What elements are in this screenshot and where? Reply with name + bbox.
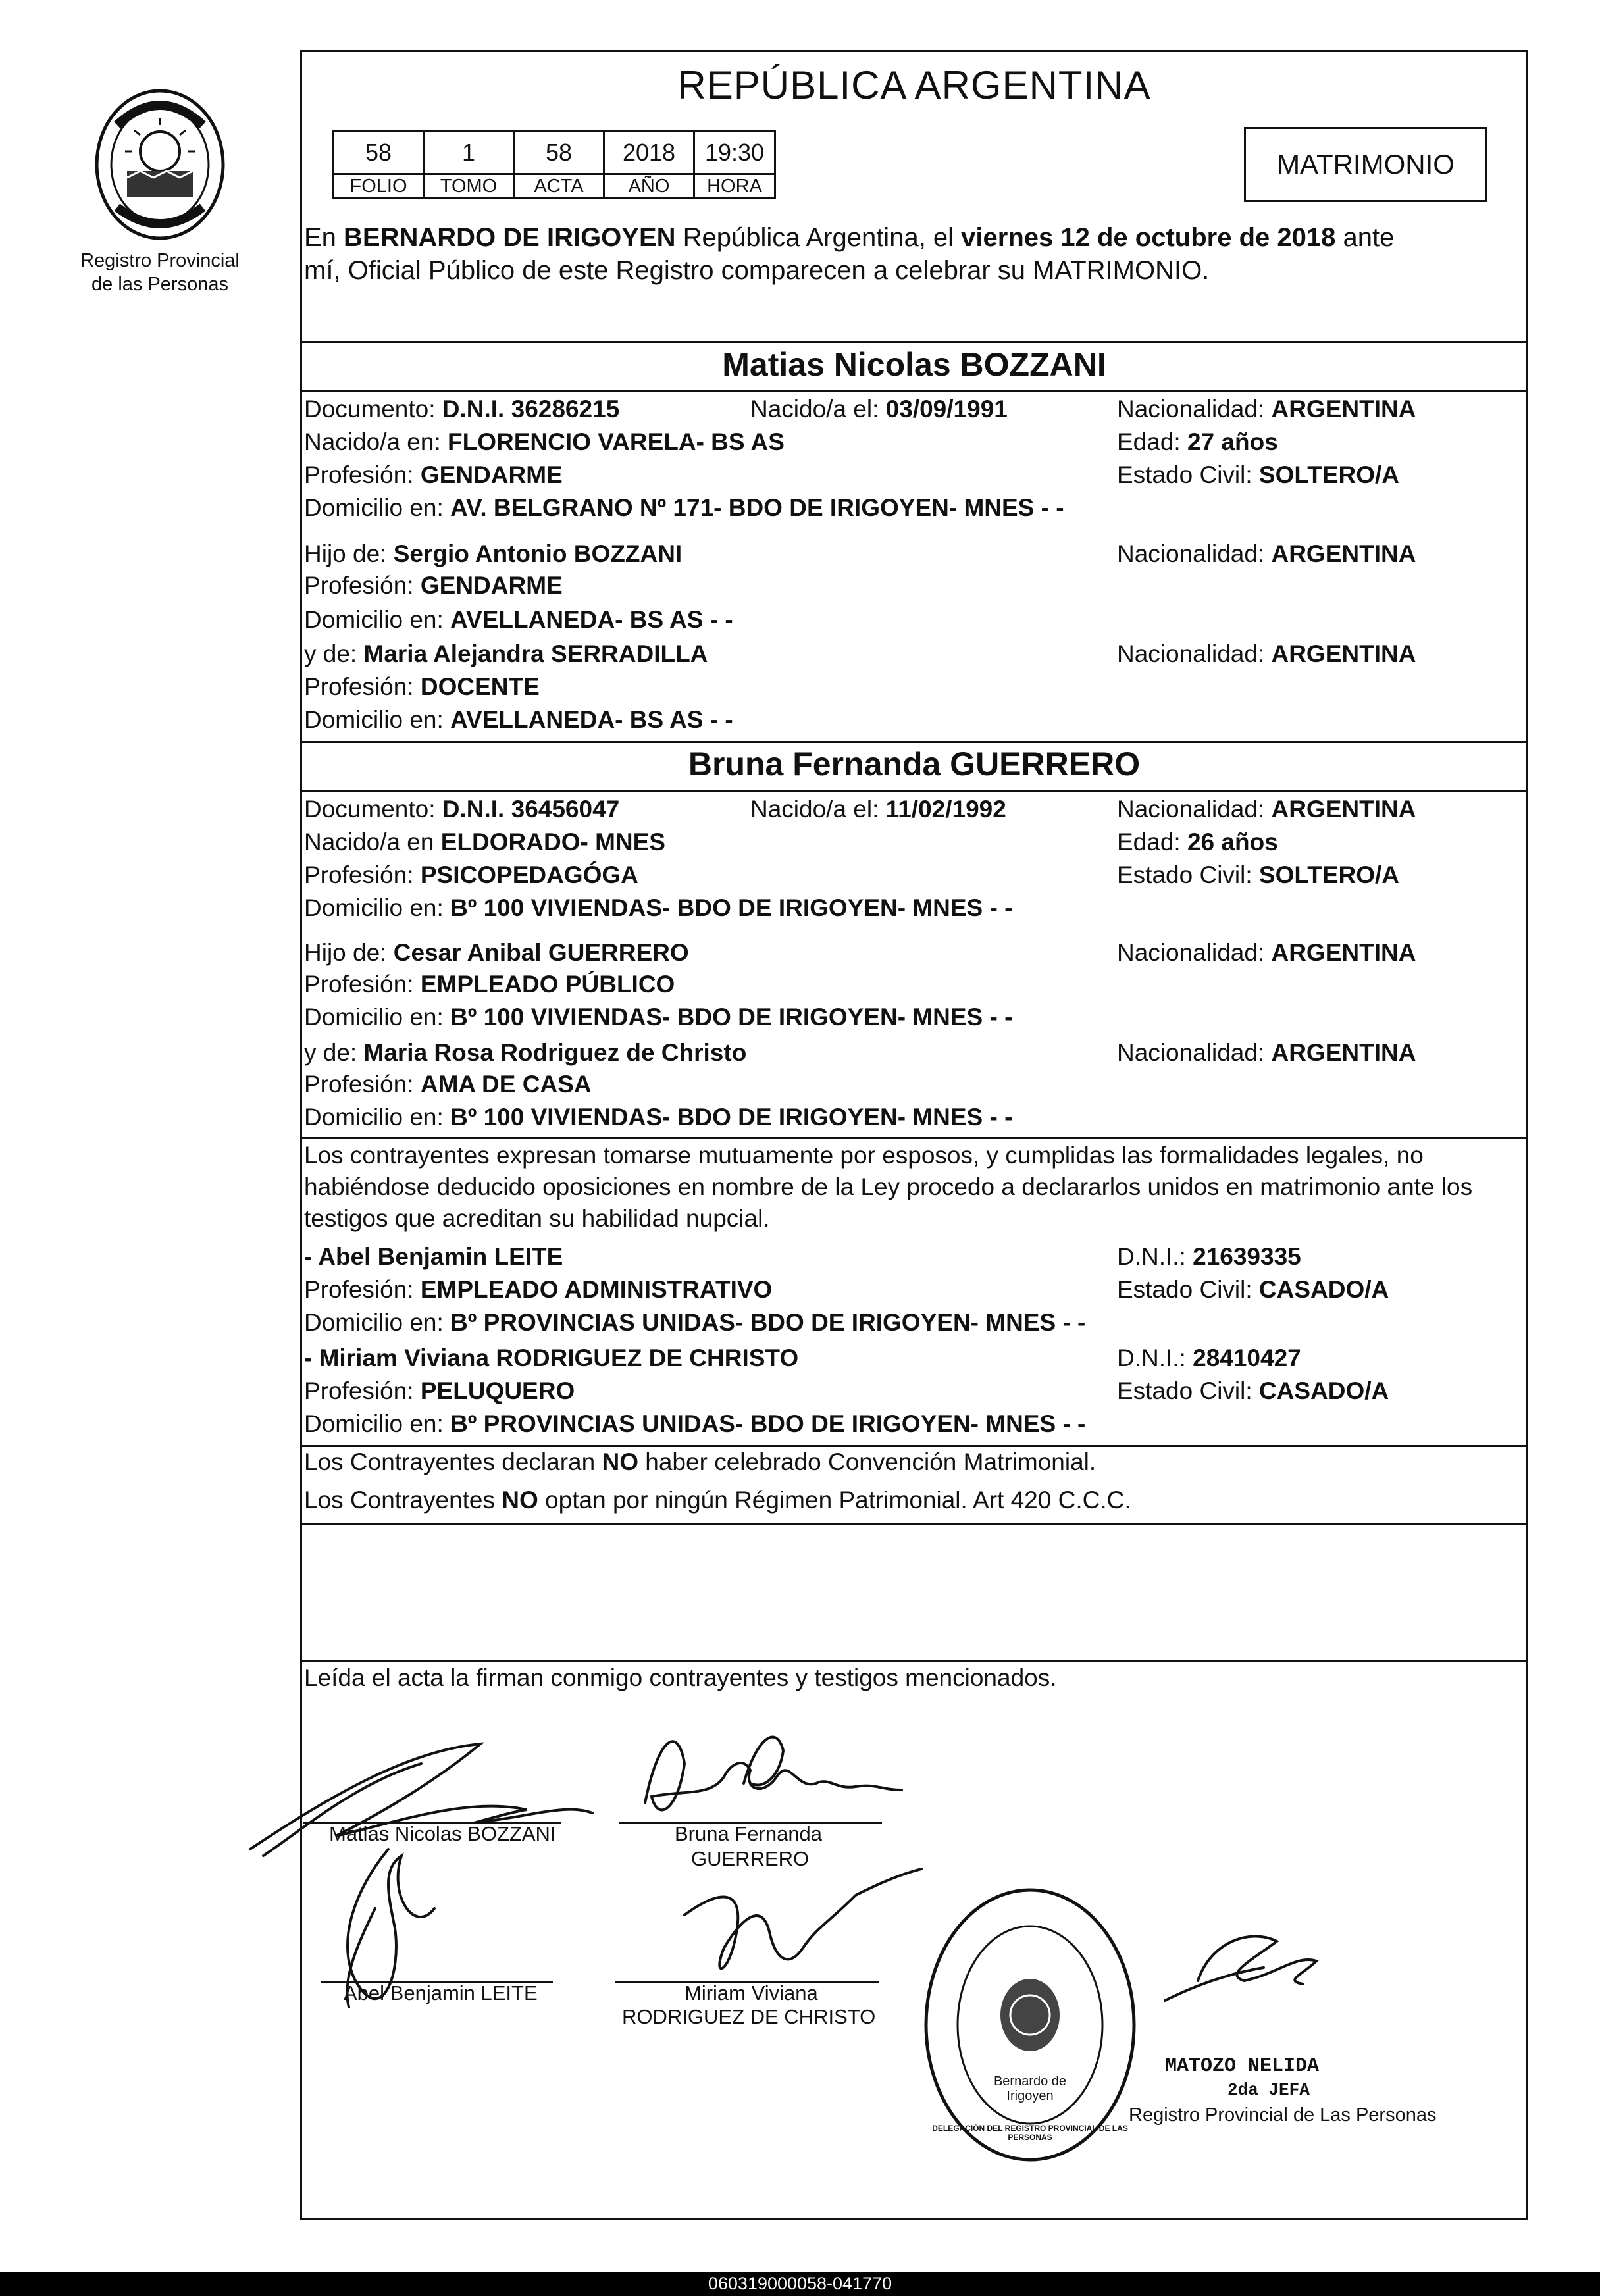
value: Bº PROVINCIAS UNIDAS- BDO DE IRIGOYEN- MNES - - xyxy=(450,1410,1086,1437)
witness2-dni xyxy=(1117,1342,1301,1374)
value: 26 años xyxy=(1187,829,1278,855)
text: Los Contrayentes xyxy=(304,1487,502,1514)
value: 21639335 xyxy=(1193,1243,1301,1270)
declaration-text: Los contrayentes expresan tomarse mutuamente por esposos, y cumplidas las formalidades legales, no habiéndose deducido oposiciones en nombre de la Ley procedo a declararlos unidos en matrimonio ante los testigos que acreditan su habilidad nupcial. xyxy=(304,1142,1473,1232)
handwritten-signatures xyxy=(224,1698,1343,2093)
closing-text: Leída el acta la firman conmigo contrayentes y testigos mencionados. xyxy=(304,1664,1057,1691)
label: Nacido/a el: xyxy=(750,395,886,422)
value: FLORENCIO VARELA- BS AS xyxy=(448,428,785,455)
intro-line-2: mí, Oficial Público de este Registro comparecen a celebrar su MATRIMONIO. xyxy=(304,256,1210,285)
stamp-inner-text: Bernardo de Irigoyen xyxy=(993,2074,1067,2103)
label: Nacionalidad: xyxy=(1117,395,1272,422)
label: D.N.I.: xyxy=(1117,1243,1193,1270)
value: 11/02/1992 xyxy=(885,796,1006,823)
label: Domicilio en: xyxy=(304,1309,451,1336)
label: Domicilio en: xyxy=(304,894,451,921)
witness1-civil-status xyxy=(1117,1274,1389,1306)
signature-spouse1-stroke xyxy=(263,1764,421,1856)
spouse1-civil-status xyxy=(1117,459,1399,491)
spouse2-father-nationality xyxy=(1117,937,1416,969)
value: Sergio Antonio BOZZANI xyxy=(393,540,683,567)
value: Bº 100 VIVIENDAS- BDO DE IRIGOYEN- MNES - - xyxy=(450,1104,1013,1131)
text: NO xyxy=(602,1448,638,1475)
folio-label: FOLIO xyxy=(334,174,424,199)
value: ARGENTINA xyxy=(1271,395,1416,422)
registry-caption-line2: de las Personas xyxy=(91,274,228,295)
value: GENDARME xyxy=(420,572,563,599)
label: Nacionalidad: xyxy=(1117,540,1272,567)
spouse2-address xyxy=(304,892,1012,924)
label: Domicilio en: xyxy=(304,1104,451,1131)
signature-label-witness2-b: RODRIGUEZ DE CHRISTO xyxy=(622,2005,876,2028)
value: Cesar Anibal GUERRERO xyxy=(393,939,689,966)
value: Maria Alejandra SERRADILLA xyxy=(363,640,708,667)
value: ARGENTINA xyxy=(1271,796,1416,823)
record-table xyxy=(332,130,776,199)
text: Los Contrayentes declaran xyxy=(304,1448,602,1475)
value: EMPLEADO ADMINISTRATIVO xyxy=(420,1276,773,1303)
value: D.N.I. 36286215 xyxy=(442,395,620,422)
tomo-label: TOMO xyxy=(424,174,514,199)
value: AV. BELGRANO Nº 171- BDO DE IRIGOYEN- MNES - - xyxy=(450,494,1064,521)
registry-logo xyxy=(91,79,229,243)
text: haber celebrado Convención Matrimonial. xyxy=(638,1448,1097,1475)
text: optan por ningún Régimen Patrimonial. Art 420 C.C.C. xyxy=(538,1487,1131,1514)
official-role: 2da JEFA xyxy=(1227,2080,1310,2100)
label: Profesión: xyxy=(304,461,421,488)
label: Domicilio en: xyxy=(304,1004,451,1031)
label: Estado Civil: xyxy=(1117,1377,1259,1404)
label: y de: xyxy=(304,1039,364,1066)
folio-value: 58 xyxy=(334,132,424,174)
spouse1-father-nationality xyxy=(1117,538,1416,570)
signature-label-spouse2-a: Bruna Fernanda xyxy=(675,1822,823,1845)
label: Profesión: xyxy=(304,673,421,700)
value: 03/09/1991 xyxy=(885,395,1008,422)
label: Estado Civil: xyxy=(1117,1276,1259,1303)
witness2-civil-status xyxy=(1117,1375,1389,1407)
anio-label: AÑO xyxy=(604,174,694,199)
divider xyxy=(300,390,1528,392)
value: EMPLEADO PÚBLICO xyxy=(420,971,675,998)
convention-line-1 xyxy=(304,1446,1096,1478)
signature-label-witness1: Abel Benjamin LEITE xyxy=(344,1981,538,2004)
misiones-seal-icon xyxy=(91,79,229,243)
label: Hijo de: xyxy=(304,540,394,567)
spouse2-birth-place xyxy=(304,827,665,858)
tomo-value: 1 xyxy=(424,132,514,174)
signature-official-stroke xyxy=(1198,1937,1316,1985)
label: Documento: xyxy=(304,796,442,823)
value: GENDARME xyxy=(420,461,563,488)
value: ELDORADO- MNES xyxy=(440,829,665,855)
signature-witness1-stroke xyxy=(348,1849,434,1999)
label: Profesión: xyxy=(304,1377,421,1404)
value: CASADO/A xyxy=(1258,1276,1389,1303)
signature-label-spouse1: Matias Nicolas BOZZANI xyxy=(329,1822,556,1845)
label: Nacionalidad: xyxy=(1117,796,1272,823)
spouse2-mother xyxy=(304,1037,746,1069)
spouse1-document xyxy=(304,394,619,425)
witness1-name: - Abel Benjamin LEITE xyxy=(304,1243,563,1270)
label: Profesión: xyxy=(304,1071,421,1098)
intro-text: ante xyxy=(1335,223,1395,252)
value: SOLTERO/A xyxy=(1258,461,1400,488)
divider xyxy=(300,1137,1528,1139)
label: Nacido/a en: xyxy=(304,428,448,455)
label: Edad: xyxy=(1117,428,1187,455)
spouse2-father-profession xyxy=(304,969,675,1000)
label: y de: xyxy=(304,640,364,667)
spouse1-father-profession xyxy=(304,570,563,601)
label: Estado Civil: xyxy=(1117,861,1259,888)
value: AMA DE CASA xyxy=(420,1071,592,1098)
signature-label-spouse2-b: GUERRERO xyxy=(691,1847,810,1870)
value: PSICOPEDAGÓGA xyxy=(420,861,638,888)
intro-text: República Argentina, el xyxy=(675,223,962,252)
official-name: MATOZO NELIDA xyxy=(1165,2055,1320,2078)
signature-spouse1-stroke xyxy=(250,1744,592,1849)
spouse2-mother-profession xyxy=(304,1069,592,1100)
spouse1-address xyxy=(304,492,1064,524)
spouse1-name: Matias Nicolas BOZZANI xyxy=(722,346,1106,383)
label: Documento: xyxy=(304,395,442,422)
witness1-profession xyxy=(304,1274,772,1306)
spouse1-mother-nationality xyxy=(1117,638,1416,670)
witness2-name: - Miriam Viviana RODRIGUEZ DE CHRISTO xyxy=(304,1344,799,1371)
label: Edad: xyxy=(1117,829,1187,855)
signature-witness2-stroke xyxy=(684,1869,921,1968)
spouse2-nationality xyxy=(1117,794,1416,825)
spouse2-father-address xyxy=(304,1002,1012,1033)
value: SOLTERO/A xyxy=(1258,861,1400,888)
spouse2-document xyxy=(304,794,619,825)
witness1-dni xyxy=(1117,1241,1301,1273)
label: D.N.I.: xyxy=(1117,1344,1193,1371)
registry-caption-line1: Registro Provincial xyxy=(80,250,240,271)
intro-place: BERNARDO DE IRIGOYEN xyxy=(344,223,676,252)
label: Domicilio en: xyxy=(304,494,451,521)
hora-value: 19:30 xyxy=(694,132,775,174)
spouse2-age xyxy=(1117,827,1278,858)
witness1-address xyxy=(304,1307,1085,1339)
spouse1-age xyxy=(1117,426,1278,458)
value: ARGENTINA xyxy=(1271,540,1416,567)
spouse1-mother-address xyxy=(304,704,733,736)
label: Nacionalidad: xyxy=(1117,1039,1272,1066)
signature-official-stroke xyxy=(1165,1968,1264,2001)
label: Nacido/a en xyxy=(304,829,441,855)
divider xyxy=(300,790,1528,792)
signature-label-witness2-a: Miriam Viviana xyxy=(684,1981,818,2004)
label: Profesión: xyxy=(304,971,421,998)
label: Domicilio en: xyxy=(304,706,451,733)
spouse1-mother xyxy=(304,638,708,670)
spouse2-mother-nationality xyxy=(1117,1037,1416,1069)
value: Bº PROVINCIAS UNIDAS- BDO DE IRIGOYEN- MNES - - xyxy=(450,1309,1086,1336)
acta-value: 58 xyxy=(514,132,604,174)
spouse2-civil-status xyxy=(1117,859,1399,891)
intro-date: viernes 12 de octubre de 2018 xyxy=(961,223,1336,252)
value: Bº 100 VIVIENDAS- BDO DE IRIGOYEN- MNES - - xyxy=(450,1004,1013,1031)
certificate-type-box: MATRIMONIO xyxy=(1244,127,1487,202)
label: Nacionalidad: xyxy=(1117,640,1272,667)
spouse1-father xyxy=(304,538,682,570)
acta-label: ACTA xyxy=(514,174,604,199)
value: 27 años xyxy=(1187,428,1278,455)
value: CASADO/A xyxy=(1258,1377,1389,1404)
value: AVELLANEDA- BS AS - - xyxy=(450,606,733,633)
label: Profesión: xyxy=(304,1276,421,1303)
spouse1-father-address xyxy=(304,604,733,636)
value: 28410427 xyxy=(1193,1344,1301,1371)
official-stamp xyxy=(921,1883,1139,2166)
label: Profesión: xyxy=(304,861,421,888)
spouse2-father xyxy=(304,937,689,969)
spouse2-mother-address xyxy=(304,1102,1012,1133)
value: ARGENTINA xyxy=(1271,939,1416,966)
intro-line-1 xyxy=(304,221,1394,254)
anio-value: 2018 xyxy=(604,132,694,174)
stamp-ring-text: DELEGACIÓN DEL REGISTRO PROVINCIAL DE LAS PERSONAS xyxy=(932,2124,1128,2142)
value: D.N.I. 36456047 xyxy=(442,796,620,823)
value: Bº 100 VIVIENDAS- BDO DE IRIGOYEN- MNES - - xyxy=(450,894,1013,921)
spouse1-profession xyxy=(304,459,563,491)
label: Nacido/a el: xyxy=(750,796,886,823)
spouse2-name: Bruna Fernanda GUERRERO xyxy=(688,746,1141,782)
label: Hijo de: xyxy=(304,939,394,966)
label: Profesión: xyxy=(304,572,421,599)
value: Maria Rosa Rodriguez de Christo xyxy=(363,1039,747,1066)
label: Nacionalidad: xyxy=(1117,939,1272,966)
value: ARGENTINA xyxy=(1271,640,1416,667)
text: NO xyxy=(502,1487,538,1514)
witness2-profession xyxy=(304,1375,575,1407)
divider xyxy=(300,1523,1528,1525)
spouse1-birth-date xyxy=(750,394,1008,425)
spouse2-birth-date xyxy=(750,794,1006,825)
hora-label: HORA xyxy=(694,174,775,199)
value: AVELLANEDA- BS AS - - xyxy=(450,706,733,733)
value: DOCENTE xyxy=(420,673,540,700)
spouse1-birth-place xyxy=(304,426,785,458)
divider xyxy=(300,1660,1528,1662)
witness2-address xyxy=(304,1408,1085,1440)
label: Domicilio en: xyxy=(304,606,451,633)
page-title: REPÚBLICA ARGENTINA xyxy=(677,63,1151,107)
value: ARGENTINA xyxy=(1271,1039,1416,1066)
label: Estado Civil: xyxy=(1117,461,1259,488)
convention-line-2 xyxy=(304,1485,1131,1516)
spouse1-mother-profession xyxy=(304,671,540,703)
official-office: Registro Provincial de Las Personas xyxy=(1129,2105,1437,2126)
document-code-bar: 060319000058-041770 xyxy=(0,2272,1600,2296)
value: PELUQUERO xyxy=(420,1377,575,1404)
spouse1-nationality xyxy=(1117,394,1416,425)
intro-text: En xyxy=(304,223,344,252)
spouse2-profession xyxy=(304,859,638,891)
label: Domicilio en: xyxy=(304,1410,451,1437)
